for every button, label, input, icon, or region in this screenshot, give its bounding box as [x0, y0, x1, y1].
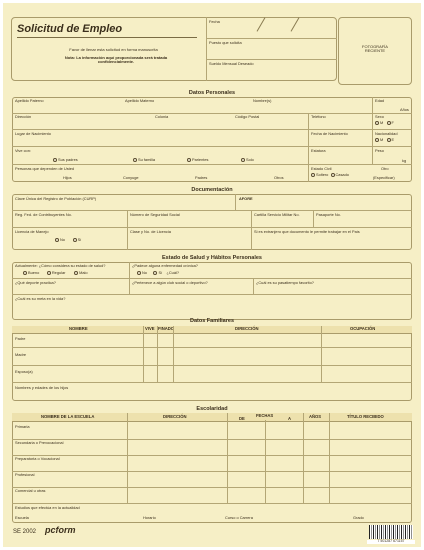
regular-radio[interactable]	[47, 271, 51, 275]
club-label: ¿Pertenece a algún club social o deportivo?	[132, 280, 208, 285]
cronica-no-label: No	[142, 270, 147, 276]
deporte-label: ¿Qué deporte practica?	[15, 280, 56, 285]
esc-col-titulo: TÍTULO RECIBIDO	[347, 414, 384, 419]
header-row-line-1	[206, 38, 337, 39]
pers-line-3	[12, 146, 412, 147]
section-title-escolaridad: Escolaridad	[196, 406, 228, 412]
esc-vline-4	[303, 413, 304, 503]
section-title-familiares: Datos Familiares	[189, 318, 235, 324]
fam-line-2	[12, 365, 412, 366]
esc-col-a: A	[288, 416, 292, 421]
cual-label: ¿Cuál?	[166, 270, 180, 276]
malo-label: Malo	[79, 270, 88, 276]
estado-civil-label: Estado Civil	[311, 166, 332, 171]
pers-line-1	[12, 113, 412, 114]
dependen-label: Personas que dependen de Usted	[15, 166, 75, 171]
photo-label: FOTOGRAFÍA RECIENTE	[362, 44, 388, 54]
salud-line-2	[12, 294, 412, 295]
section-title-salud: Estado de Salud y Hábitos Personales	[162, 255, 262, 261]
esc-row-secundaria: Secundaria o Prevocacional	[15, 440, 64, 445]
nombres-label: Nombre(s)	[253, 98, 272, 103]
seguro-label: Número de Seguridad Social	[130, 212, 180, 217]
fam-row-esposo: Esposo(a)	[15, 369, 33, 374]
fecha-input[interactable]	[223, 19, 333, 36]
barcode-number: 7 501287 671157	[367, 540, 415, 544]
solo-option	[241, 158, 254, 162]
cronica-si-radio[interactable]	[153, 271, 157, 275]
soltero-radio[interactable]	[311, 173, 315, 177]
apellido-paterno-label: Apellido Paterno	[15, 98, 44, 103]
cronica-label: ¿Padece alguna enfermedad crónica?	[132, 263, 198, 268]
sexo-m-radio[interactable]	[375, 121, 379, 125]
section-title-documentacion: Documentación	[191, 187, 233, 193]
esc-line-3	[12, 471, 412, 472]
pers-line-2	[12, 129, 412, 130]
fam-col-direccion: DIRECCIÓN	[235, 326, 259, 331]
nombre-input[interactable]	[15, 104, 370, 112]
sexo-f-label: F	[391, 120, 394, 126]
otros-label: Otros	[274, 175, 284, 180]
curso-label: Curso o Carrera	[225, 515, 253, 520]
fam-col-finado: FINADO	[158, 326, 175, 331]
doc-vline-2	[127, 210, 128, 250]
doc-vline-1	[235, 194, 236, 210]
meta-label: ¿Cuál es su meta en la vida?	[15, 296, 66, 301]
title-underline	[17, 37, 197, 38]
conyuge-label: Conyuge	[123, 175, 139, 180]
esc-col-direccion: DIRECCIÓN	[163, 414, 187, 419]
brand-logo: pcform	[45, 525, 76, 535]
bueno-label: Bueno	[28, 270, 40, 276]
soltero-label: Soltero	[316, 172, 329, 178]
parientes-option	[187, 158, 208, 162]
sus-padres-radio[interactable]	[53, 158, 57, 162]
edad-label: Edad	[375, 98, 385, 103]
sexo-label: Sexo	[375, 114, 384, 119]
curp-label: Clave Única del Registro de Población (CURP)	[15, 196, 97, 201]
fam-vline-2	[157, 326, 158, 382]
otro-label: Otro	[381, 166, 389, 171]
familiares-box	[12, 326, 412, 401]
pers-line-4	[12, 164, 412, 165]
doc-vline-4	[313, 210, 314, 227]
esc-line-1	[12, 439, 412, 440]
casado-radio[interactable]	[331, 173, 335, 177]
licencia-si-label: Sí	[77, 237, 82, 243]
fam-line-3	[12, 382, 412, 383]
esc-line-5	[12, 503, 412, 504]
sus-padres-label: Sus padres	[58, 157, 78, 163]
extranjero-label: Si es extranjero que documento le permite trabajar en el País	[254, 229, 360, 234]
especificar-label: (Especificar)	[373, 175, 395, 180]
esc-row-preparatoria: Preparatoria o Vocacional	[15, 456, 60, 461]
parientes-radio[interactable]	[187, 158, 191, 162]
sexo-m-label: M	[380, 120, 384, 126]
fam-vline-4	[321, 326, 322, 382]
nac-m-radio[interactable]	[375, 138, 379, 142]
cronica-no-radio[interactable]	[137, 271, 141, 275]
pasaporte-label: Pasaporte No.	[316, 212, 341, 217]
anos-label: Años	[400, 107, 409, 112]
direccion-label: Dirección	[15, 114, 32, 119]
salud-line-1	[12, 278, 412, 279]
nac-m-label: M	[380, 137, 384, 143]
instructions-text: Favor de llenar esta solicitud en forma manuscrita	[69, 47, 158, 52]
confidential-note: Nota: La información aquí proporcionada será tratada confidencialmente.	[64, 55, 168, 65]
su-familia-option	[133, 158, 155, 162]
colonia-label: Colonia	[155, 114, 169, 119]
bueno-radio[interactable]	[23, 271, 27, 275]
pasatiempo-label: ¿Cuál es su pasatiempo favorito?	[256, 280, 314, 285]
peso-label: Peso	[375, 148, 384, 153]
fam-vline-1	[143, 326, 144, 382]
sexo-options	[375, 121, 394, 125]
salud-options	[23, 271, 88, 275]
puesto-input[interactable]	[209, 46, 334, 57]
doc-vline-3	[251, 210, 252, 250]
fam-col-nombre: NOMBRE	[69, 326, 88, 331]
kg-label: kg	[402, 158, 407, 163]
estudios-actuales-label: Estudios que efectúa en la actualidad	[15, 505, 80, 510]
estado-civil-options	[311, 173, 349, 177]
pers-vline-1	[372, 97, 373, 164]
esc-col-fechas: FECHAS	[256, 413, 274, 418]
esc-col-nombre: NOMBRE DE LA ESCUELA	[41, 414, 95, 419]
licencia-si-radio[interactable]	[73, 238, 77, 242]
fam-col-vive: VIVE	[145, 326, 155, 331]
nac-e-radio[interactable]	[387, 138, 391, 142]
cronica-si-label: Sí	[158, 270, 163, 276]
licencia-options	[55, 238, 81, 242]
estatura-label: Estatura	[311, 148, 326, 153]
fam-line-1	[12, 347, 412, 348]
su-familia-label: Su familia	[138, 157, 156, 163]
telefono-label: Teléfono	[311, 114, 326, 119]
fam-hijos-label: Nombres y edades de los hijos	[15, 385, 69, 390]
doc-line-1	[12, 210, 412, 211]
vive-con-label: Vive con:	[15, 148, 31, 153]
form-code: SE 2002	[13, 529, 37, 535]
solo-radio[interactable]	[241, 158, 245, 162]
nacionalidad-options	[375, 138, 394, 142]
sueldo-input[interactable]	[209, 67, 334, 79]
fam-col-ocupacion: OCUPACIÓN	[350, 326, 376, 331]
header-row-line-2	[206, 59, 337, 60]
esc-line-4	[12, 487, 412, 488]
esc-vline-3	[265, 420, 266, 503]
fecha-label: Fecha	[209, 19, 220, 24]
doc-line-2	[12, 227, 412, 228]
clase-label: Clase y No. de Licencia	[130, 229, 171, 234]
cartilla-label: Cartilla Servicio Militar No.	[254, 212, 300, 217]
header-divider	[206, 17, 207, 81]
barcode	[369, 525, 413, 539]
licencia-label: Licencia de Manejo	[15, 229, 49, 234]
regular-label: Regular	[51, 270, 66, 276]
actualmente-label: Actualmente: ¿Cómo considera su estado de salud?	[15, 263, 106, 268]
vive-con-options	[53, 158, 78, 162]
lugar-nacimiento-label: Lugar de Nacimiento	[15, 131, 51, 136]
afore-label: AFORE	[239, 196, 253, 201]
esc-row-profesional: Profesional	[15, 472, 35, 477]
hijos-label: Hijos	[63, 175, 72, 180]
cronica-options	[137, 271, 179, 275]
escuela-label: Escuela	[15, 515, 29, 520]
horario-label: Horario	[143, 515, 156, 520]
malo-radio[interactable]	[74, 271, 78, 275]
esc-col-de: DE	[239, 416, 245, 421]
sexo-f-radio[interactable]	[387, 121, 391, 125]
employment-application-form	[3, 3, 421, 547]
esc-line-2	[12, 455, 412, 456]
solo-label: Solo	[246, 157, 254, 163]
nac-e-label: E	[391, 137, 395, 143]
fam-row-madre: Madre	[15, 352, 27, 357]
su-familia-radio[interactable]	[133, 158, 137, 162]
esc-row-comercial: Comercial u otras	[15, 488, 46, 493]
section-title-personales: Datos Personales	[188, 90, 236, 96]
rfc-label: Reg. Fed. de Contribuyentes No.	[15, 212, 72, 217]
fam-vline-3	[173, 326, 174, 382]
licencia-no-label: No	[60, 237, 65, 243]
puesto-label: Puesto que solicita	[209, 40, 242, 45]
esc-row-primaria: Primaria	[15, 424, 30, 429]
esc-col-anos: AÑOS	[309, 414, 322, 419]
sueldo-label: Sueldo Mensual Deseado	[209, 61, 254, 66]
nacionalidad-label: Nacionalidad	[375, 131, 398, 136]
apellido-materno-label: Apellido Materno	[125, 98, 155, 103]
licencia-no-radio[interactable]	[55, 238, 59, 242]
fecha-nacimiento-label: Fecha de Nacimiento	[311, 131, 348, 136]
form-title: Solicitud de Empleo	[17, 23, 123, 35]
fam-row-padre: Padre	[15, 336, 26, 341]
grado-label: Grado	[353, 515, 364, 520]
salud-vline-1	[129, 262, 130, 294]
codigo-postal-label: Código Postal	[235, 114, 260, 119]
padres-label: Padres	[195, 175, 208, 180]
esc-vline-5	[329, 413, 330, 503]
parientes-label: Parientes	[192, 157, 209, 163]
esc-vline-2	[227, 413, 228, 503]
pers-vline-2	[308, 113, 309, 182]
casado-label: Casado	[335, 172, 349, 178]
esc-vline-1	[127, 413, 128, 503]
salud-vline-2	[253, 278, 254, 294]
